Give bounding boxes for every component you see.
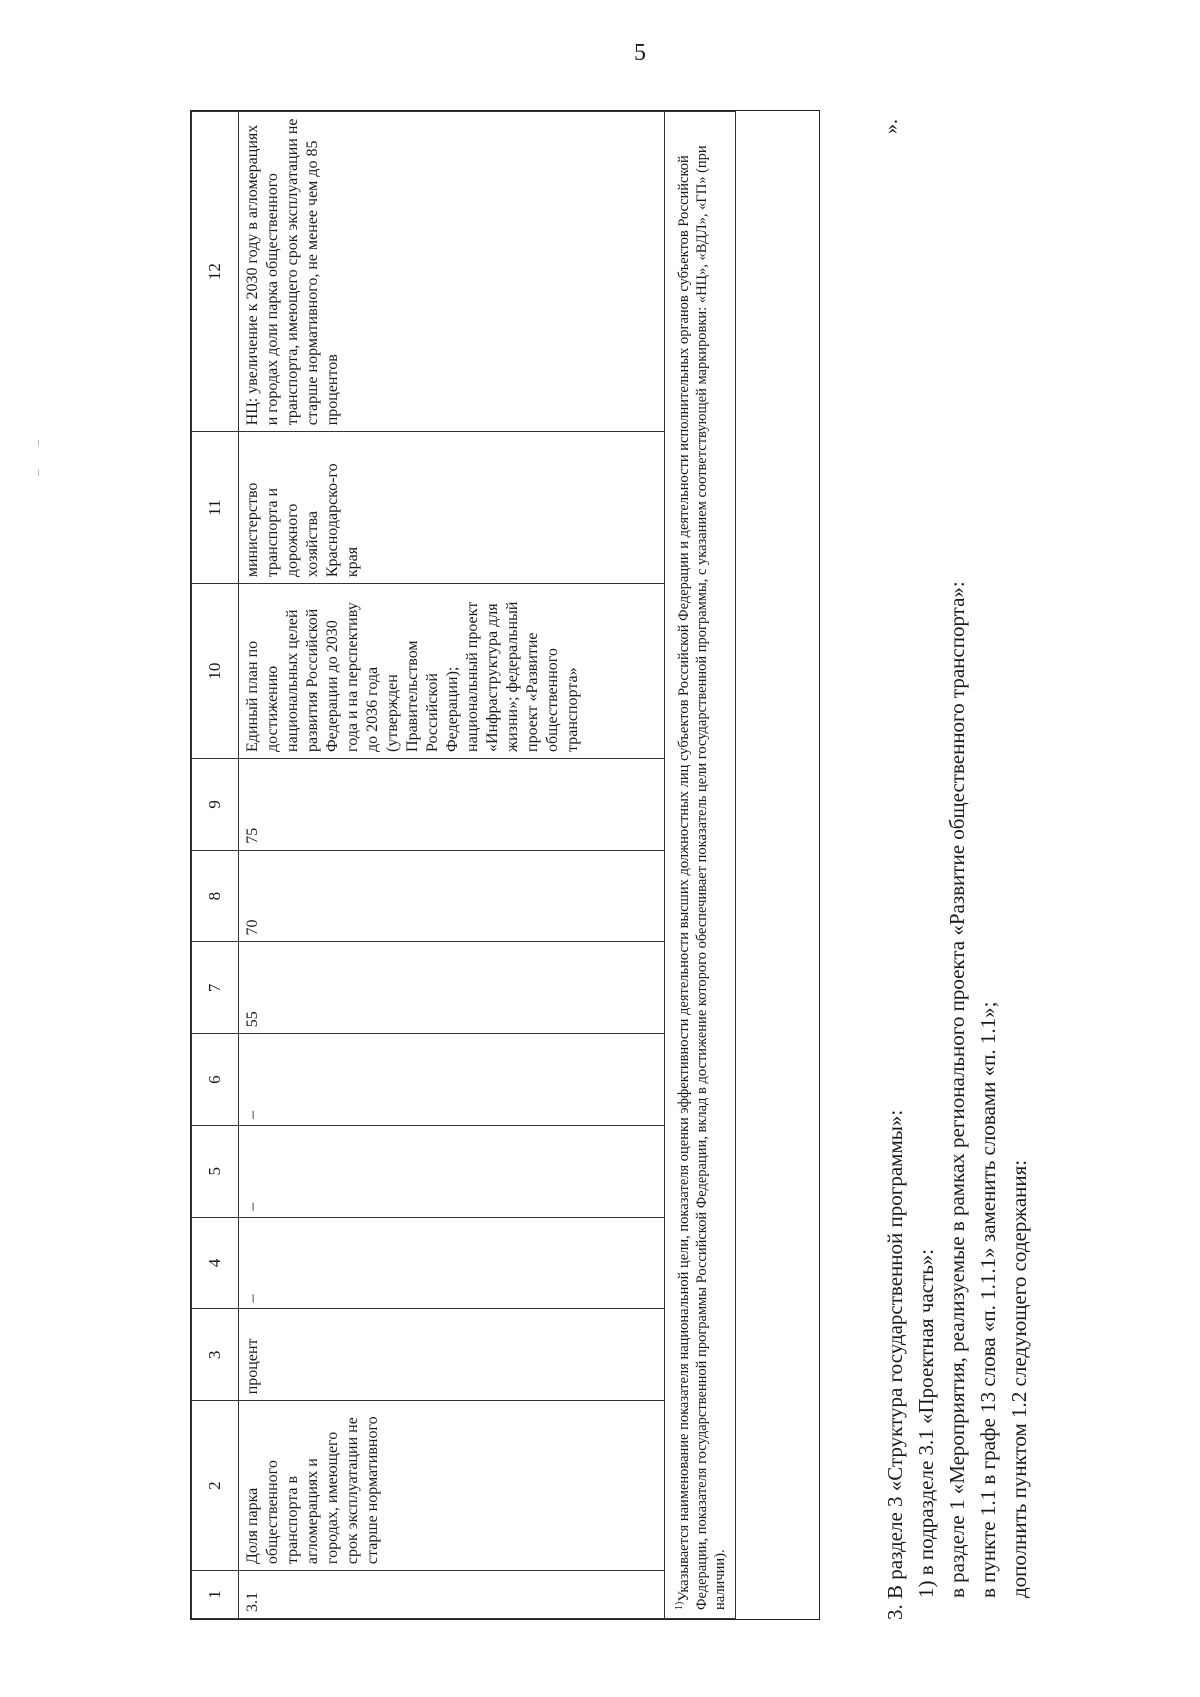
value-col-4: – [239, 1217, 665, 1309]
amendment-instructions [880, 140, 1035, 1620]
footnote-row [665, 112, 736, 1619]
footnote-text: Указывается наименование показателя национальной цели, показателя оценки эффективности деятельности высших должностных лиц субъектов Российской Федерации и деятельности исполнительных органов субъектов Российской Федерации, показателя государственной программы Российской Федерации, вклад в достижение которого обеспечивает показатель цели государственной программы, с указанием соответствующей маркировки: «НЦ», «ВДЛ», «ГП» (при наличии). [675, 145, 728, 1610]
value-col-6: – [239, 1034, 665, 1126]
scan-artifact [38, 470, 39, 476]
footnote [665, 112, 736, 1619]
page-number: 5 [634, 40, 646, 66]
col-header-3: 3 [192, 1309, 239, 1401]
footnote-mark: 1) [674, 1601, 685, 1610]
indicator-table [191, 111, 736, 1619]
row-number: 3.1 [239, 1571, 665, 1619]
instruction-line-1: 3. В разделе 3 «Структура государственной программы»: [883, 1109, 907, 1620]
col-header-7: 7 [192, 942, 239, 1034]
documents: Единый план по достижению национальных целей развития Российской Федерации до 2030 года и на перспективу до 2036 года (утвержден Правительством Российской Федерации); национальный проект «Инфраструктура для жизни»; федеральный проект «Развитие общественного транспорта» [239, 584, 665, 759]
value-col-8: 70 [239, 850, 665, 942]
table-row [239, 112, 665, 1619]
instruction-line-2: 1) в подразделе 3.1 «Проектная часть»: [914, 1248, 938, 1598]
value-col-5: – [239, 1125, 665, 1217]
unit: процент [239, 1309, 665, 1401]
col-header-9: 9 [192, 758, 239, 850]
col-header-4: 4 [192, 1217, 239, 1309]
closing-quote: ». [880, 119, 902, 134]
col-header-11: 11 [192, 432, 239, 584]
col-header-5: 5 [192, 1125, 239, 1217]
instruction-line-5: дополнить пунктом 1.2 следующего содержания: [1007, 1159, 1031, 1598]
linked-goal: НЦ: увеличение к 2030 году в агломерациях и городах доли парка общественного транспорта, имеющего срок эксплуатации не старше нормативного, не менее чем до 85 процентов [239, 112, 665, 432]
instruction-line-4: в пункте 1.1 в графе 13 слова «п. 1.1.1» заменить словами «п. 1.1»; [976, 1001, 1000, 1598]
responsible: министерство транспорта и дорожного хозяйства Краснодарско-го края [239, 432, 665, 584]
value-col-7: 55 [239, 942, 665, 1034]
header-row [192, 112, 239, 1619]
scan-artifact [38, 440, 39, 446]
col-header-12: 12 [192, 112, 239, 432]
col-header-8: 8 [192, 850, 239, 942]
instruction-line-3: в разделе 1 «Мероприятия, реализуемые в рамках регионального проекта «Развитие общественного транспорта»: [945, 581, 969, 1598]
col-header-6: 6 [192, 1034, 239, 1126]
col-header-10: 10 [192, 584, 239, 759]
col-header-1: 1 [192, 1571, 239, 1619]
col-header-2: 2 [192, 1401, 239, 1571]
rotated-content [190, 110, 1031, 1620]
indicator-name: Доля парка общественного транспорта в агломерациях и городах, имеющего срок эксплуатации не старше нормативного [239, 1401, 665, 1571]
value-col-9: 75 [239, 758, 665, 850]
table-frame [190, 110, 820, 1620]
